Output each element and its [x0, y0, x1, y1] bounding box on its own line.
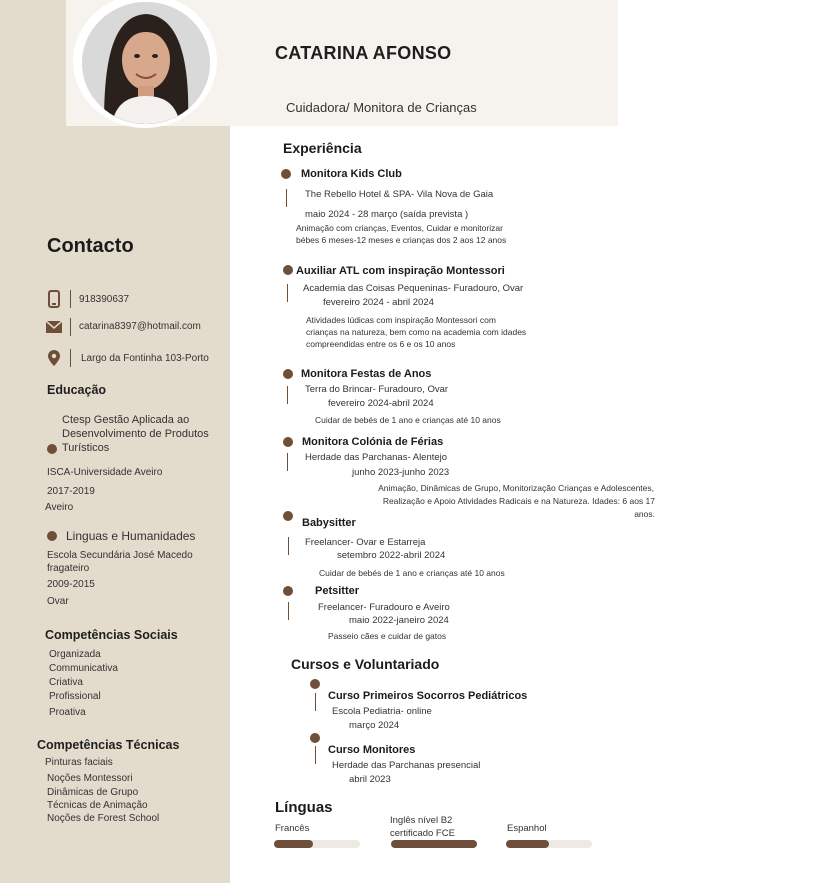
course-place: Herdade das Parchanas presencial — [332, 760, 481, 771]
job-description: Cuidar de bebés de 1 ano e crianças até 10 anos — [319, 568, 505, 578]
job-title: Petsitter — [315, 585, 360, 597]
edu-place: Ovar — [47, 596, 69, 607]
skill-item: Profissional — [49, 691, 101, 702]
contact-title: Contacto — [47, 235, 134, 257]
job-description: compreendidas entre os 6 e os 10 anos — [306, 339, 456, 349]
language-level-fill — [506, 840, 549, 848]
edu-course: Desenvolvimento de Produtos — [62, 428, 209, 440]
job-place: Freelancer- Furadouro e Aveiro — [318, 602, 450, 613]
timeline-tick — [287, 284, 288, 302]
edu-school: Escola Secundária José Macedo — [47, 550, 193, 561]
language-name: Inglês nível B2 — [390, 815, 453, 826]
job-dates: junho 2023-junho 2023 — [352, 467, 450, 478]
job-description: Passeio cães e cuidar de gatos — [328, 631, 447, 641]
edu-years: 2017-2019 — [47, 486, 95, 497]
timeline-tick — [288, 537, 289, 555]
edu-course: Ctesp Gestão Aplicada ao — [62, 414, 190, 426]
profile-photo — [82, 2, 210, 124]
language-level-fill — [391, 840, 477, 848]
job-place: Terra do Brincar- Furadouro, Ovar — [305, 384, 449, 395]
bullet-dot — [47, 531, 57, 541]
job-place: The Rebello Hotel & SPA- Vila Nova de Gaia — [305, 189, 494, 200]
job-subtitle: Cuidadora/ Monitora de Crianças — [286, 100, 477, 115]
course-date: abril 2023 — [349, 774, 391, 785]
job-place: Herdade das Parchanas- Alentejo — [305, 452, 448, 463]
bullet-dot — [283, 511, 293, 521]
job-title: Monitora Colónia de Férias — [302, 436, 444, 448]
bullet-dot — [47, 444, 57, 454]
skill-item: Organizada — [49, 649, 101, 660]
job-description: Animação com crianças, Eventos, Cuidar e monitorizar — [296, 223, 503, 233]
edu-place: Aveiro — [45, 502, 74, 513]
divider — [70, 290, 71, 308]
edu-school: ISCA-Universidade Aveiro — [47, 467, 163, 478]
job-dates: fevereiro 2024 - abril 2024 — [323, 297, 434, 308]
language-level-bar — [506, 840, 592, 848]
edu-course: Turísticos — [62, 442, 110, 454]
bullet-dot — [283, 369, 293, 379]
job-dates: maio 2022-janeiro 2024 — [349, 615, 449, 626]
language-level-bar — [274, 840, 360, 848]
job-dates: fevereiro 2024-abril 2024 — [328, 398, 434, 409]
social-skills-title: Competências Sociais — [45, 628, 178, 642]
job-title: Monitora Kids Club — [301, 168, 402, 180]
job-description: Animação, Dinâmicas de Grupo, Monitorização Crianças e Adolescentes, — [378, 483, 654, 493]
bullet-dot — [283, 265, 293, 275]
languages-title: Línguas — [275, 799, 333, 816]
skill-item: Criativa — [49, 677, 83, 688]
course-title: Curso Primeiros Socorros Pediátricos — [328, 690, 528, 702]
mail-icon — [46, 321, 62, 333]
job-description: bébes 6 meses-12 meses e crianças dos 2 aos 12 anos — [296, 235, 507, 245]
course-place: Escola Pediatria- online — [332, 706, 432, 717]
course-title: Curso Monitores — [328, 744, 416, 756]
job-title: Auxiliar ATL com inspiração Montessori — [296, 265, 505, 277]
divider — [70, 318, 71, 336]
job-place: Academia das Coisas Pequeninas- Furadouro, Ovar — [303, 283, 524, 294]
phone-icon — [48, 290, 60, 308]
job-title: Babysitter — [302, 517, 356, 529]
tech-skills-title: Competências Técnicas — [37, 738, 180, 752]
timeline-tick — [286, 189, 287, 207]
job-place: Freelancer- Ovar e Estarreja — [305, 537, 426, 548]
bullet-dot — [310, 679, 320, 689]
job-dates: setembro 2022-abril 2024 — [337, 550, 446, 561]
language-name: certificado FCE — [390, 828, 455, 839]
address: Largo da Fontinha 103-Porto — [81, 353, 209, 364]
job-description: Cuidar de bebés de 1 ano e crianças até 10 anos — [315, 415, 501, 425]
job-dates: maio 2024 - 28 março (saída prevista ) — [305, 209, 469, 220]
email-address: catarina8397@hotmail.com — [79, 321, 201, 332]
candidate-name: CATARINA AFONSO — [275, 43, 452, 63]
course-date: março 2024 — [349, 720, 400, 731]
education-title: Educação — [47, 383, 107, 397]
job-title: Monitora Festas de Anos — [301, 368, 432, 380]
skill-item: Dinâmicas de Grupo — [47, 787, 139, 798]
timeline-tick — [288, 602, 289, 620]
timeline-tick — [287, 386, 288, 404]
location-pin-icon — [48, 350, 60, 366]
timeline-tick — [315, 746, 316, 764]
edu-years: 2009-2015 — [47, 579, 95, 590]
skill-item: Noções Montessori — [47, 773, 133, 784]
job-description: Realização e Apoio Atividades Radicais e na Natureza. Idades: 6 aos 17 — [382, 496, 655, 506]
bullet-dot — [281, 169, 291, 179]
job-description: crianças na natureza, bem como na academia com idades — [306, 327, 527, 337]
bullet-dot — [310, 733, 320, 743]
language-name: Francês — [275, 823, 310, 834]
skill-item: Pinturas faciais — [45, 757, 113, 768]
divider — [70, 349, 71, 367]
timeline-tick — [287, 453, 288, 471]
skill-item: Noções de Forest School — [47, 813, 160, 824]
language-level-bar — [391, 840, 477, 848]
phone-number: 918390637 — [79, 294, 130, 305]
courses-title: Cursos e Voluntariado — [291, 656, 440, 672]
experience-title: Experiência — [283, 140, 362, 156]
edu-school: fragateiro — [47, 563, 90, 574]
language-level-fill — [274, 840, 313, 848]
edu-course: Linguas e Humanidades — [66, 529, 196, 543]
skill-item: Técnicas de Animação — [47, 800, 148, 811]
skill-item: Communicativa — [49, 663, 118, 674]
job-description: Atividades lúdicas com inspiração Montessori com — [306, 315, 496, 325]
job-description: anos. — [634, 509, 655, 519]
skill-item: Proativa — [49, 707, 86, 718]
bullet-dot — [283, 437, 293, 447]
bullet-dot — [283, 586, 293, 596]
timeline-tick — [315, 693, 316, 711]
language-name: Espanhol — [507, 823, 547, 834]
